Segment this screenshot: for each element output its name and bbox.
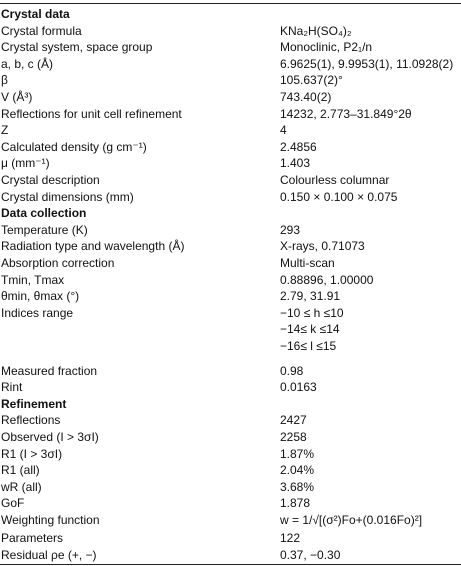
- row-label: Crystal formula: [1, 23, 82, 38]
- table-row: [0, 479, 461, 496]
- row-value: −16≤ l ≤15: [280, 339, 337, 353]
- row-label: Measured fraction: [1, 363, 98, 378]
- table-row: [0, 495, 461, 512]
- row-label: Calculated density (g cm⁻¹): [1, 139, 147, 154]
- table-row: [0, 547, 461, 564]
- row-label: Weighting function: [1, 513, 100, 527]
- row-label: Crystal description: [1, 173, 100, 187]
- table-row: [0, 530, 461, 547]
- row-value: 105.637(2)°: [280, 73, 343, 88]
- row-label: wR (all): [1, 479, 42, 494]
- table-row: [0, 222, 461, 239]
- row-label: Crystal dimensions (mm): [1, 189, 134, 204]
- row-value: 0.37, −0.30: [280, 547, 341, 562]
- row-value: 3.68%: [280, 479, 315, 494]
- row-value: 0.150 × 0.100 × 0.075: [280, 189, 398, 204]
- row-label: a, b, c (Å): [1, 56, 54, 71]
- table-row: [0, 412, 461, 429]
- table-row: [0, 379, 461, 396]
- row-label: Temperature (K): [1, 222, 88, 237]
- row-value: 0.0163: [280, 380, 317, 395]
- row-value: 4: [280, 123, 287, 138]
- table-row: [0, 512, 461, 529]
- row-label: Crystal system, space group: [1, 40, 153, 55]
- table-row: [0, 321, 461, 338]
- row-value: 1.403: [280, 156, 311, 171]
- row-value: −10 ≤ h ≤10: [280, 305, 344, 320]
- row-label: R1 (all): [1, 463, 40, 478]
- table-row: [0, 139, 461, 156]
- section-title: Refinement: [1, 396, 67, 411]
- row-value: 293: [280, 222, 301, 237]
- row-value: 2.4856: [280, 139, 317, 154]
- table-row: [0, 255, 461, 272]
- row-label: Observed (I > 3σI): [1, 430, 99, 444]
- bottom-rule: [0, 564, 461, 565]
- row-label: Residual ρe (+, −): [1, 547, 97, 562]
- row-label: μ (mm⁻¹): [1, 156, 50, 171]
- top-rule: [0, 3, 461, 4]
- table-row: [0, 238, 461, 255]
- row-label: θmin, θmax (°): [1, 289, 80, 304]
- table-row: [0, 272, 461, 289]
- row-value: 14232, 2.773–31.849°2θ: [280, 106, 412, 121]
- row-label: Z: [1, 123, 9, 138]
- table-row: [0, 106, 461, 123]
- table-row: [0, 338, 461, 355]
- row-value: w = 1/√[(σ²)Fo+(0.016Fo)²]: [280, 513, 423, 527]
- row-value: −14≤ k ≤14: [280, 322, 340, 337]
- row-label: Absorption correction: [1, 256, 115, 270]
- row-label: Reflections: [1, 413, 61, 428]
- row-value: 2258: [280, 430, 307, 444]
- table-row: [0, 172, 461, 189]
- row-value: Colourless columnar: [280, 173, 390, 187]
- row-label: Tmin, Tmax: [1, 272, 65, 287]
- row-value: 6.9625(1), 9.9953(1), 11.0928(2): [280, 56, 454, 71]
- row-value: 1.87%: [280, 446, 315, 461]
- table-row: [0, 89, 461, 106]
- row-value: 2.79, 31.91: [280, 289, 341, 304]
- table-row: [0, 305, 461, 322]
- row-value: 743.40(2): [280, 90, 332, 104]
- table-row: [0, 23, 461, 40]
- row-label: Radiation type and wavelength (Å): [1, 239, 185, 254]
- section-title: Data collection: [1, 206, 87, 221]
- row-label: Indices range: [1, 305, 74, 320]
- table-row: [0, 189, 461, 206]
- table-row: [0, 72, 461, 89]
- table-row: [0, 155, 461, 172]
- row-value: KNa₂H(SO₄)₂: [280, 23, 352, 38]
- row-label: Parameters: [1, 531, 64, 545]
- table-row: [0, 462, 461, 479]
- table-row: [0, 446, 461, 463]
- row-value: 2427: [280, 413, 307, 428]
- section-heading-crystal-data: [0, 6, 461, 23]
- row-value: 122: [280, 531, 301, 545]
- row-value: 0.88896, 1.00000: [280, 272, 374, 287]
- row-value: Multi-scan: [280, 256, 335, 270]
- table-row: [0, 288, 461, 305]
- section-heading-data-collection: [0, 205, 461, 222]
- row-label: Reflections for unit cell refinement: [1, 106, 182, 121]
- table-row: [0, 429, 461, 446]
- row-label: GoF: [1, 496, 25, 511]
- table-row: [0, 56, 461, 73]
- row-label: Rint: [1, 380, 23, 395]
- row-label: V (Å³): [1, 90, 33, 104]
- section-title: Crystal data: [1, 7, 70, 21]
- row-label: R1 (I > 3σI): [1, 446, 63, 461]
- row-label: β: [1, 73, 8, 88]
- table-row: [0, 122, 461, 139]
- table-row: [0, 39, 461, 56]
- table-row: [0, 363, 461, 380]
- row-value: 0.98: [280, 363, 304, 378]
- section-heading-refinement: [0, 396, 461, 413]
- row-value: 2.04%: [280, 463, 315, 478]
- row-value: Monoclinic, P2₁/n: [280, 40, 373, 55]
- row-value: 1.878: [280, 496, 311, 511]
- row-value: X-rays, 0.71073: [280, 239, 365, 254]
